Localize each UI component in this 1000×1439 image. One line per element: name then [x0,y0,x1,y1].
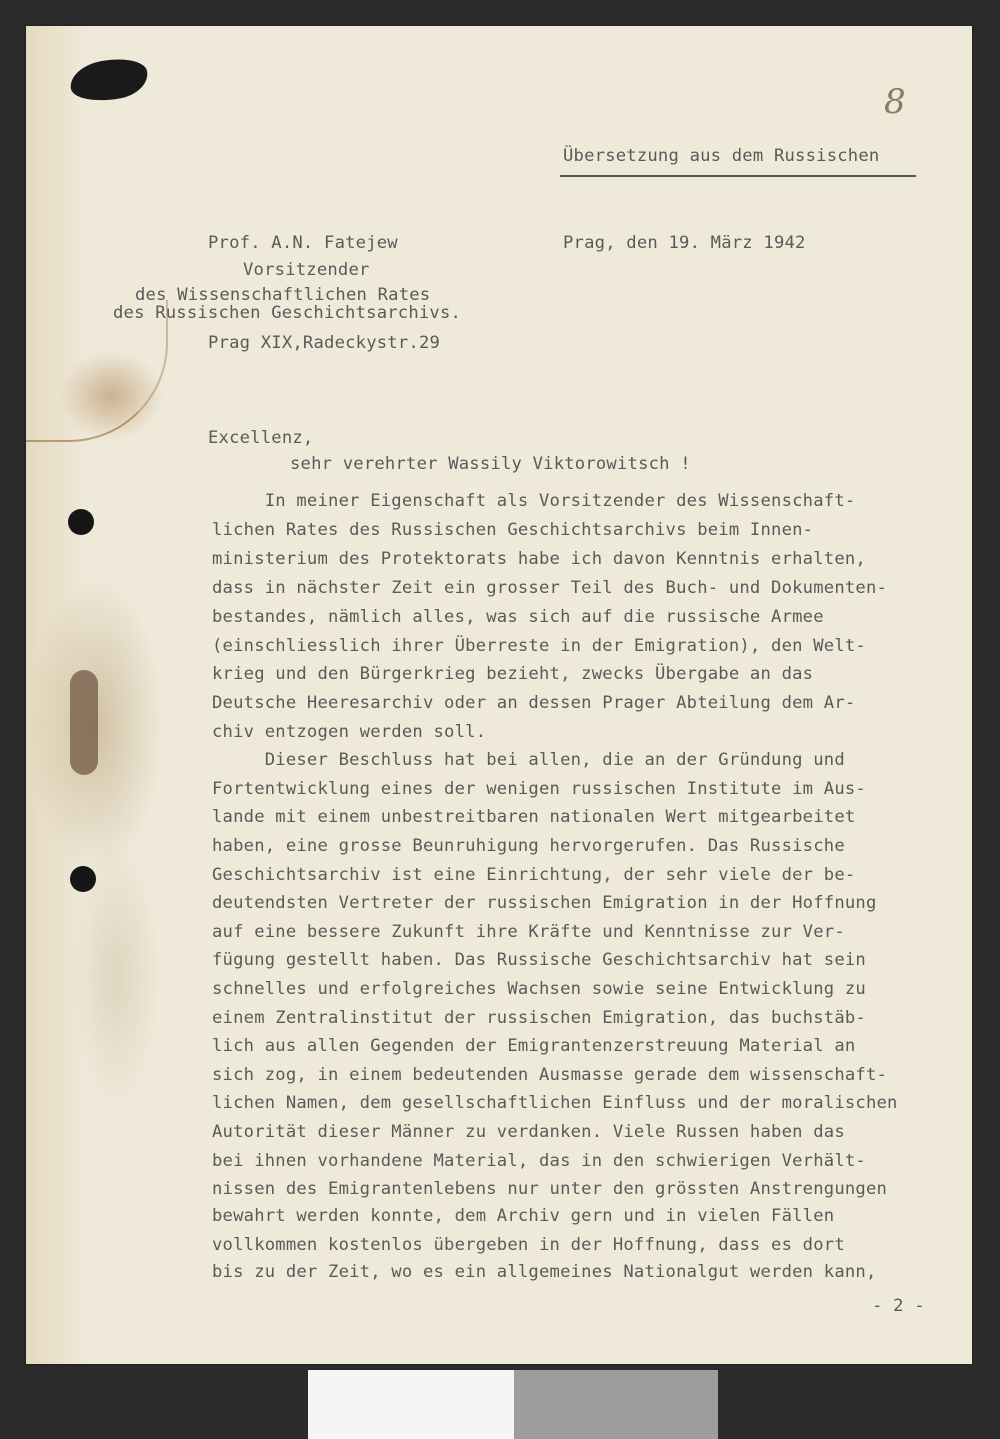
page-continuation-marker: - 2 - [872,1296,925,1316]
body-line: schnelles und erfolgreiches Wachsen sowie seine Entwicklung zu [212,979,866,999]
body-line: chiv entzogen werden soll. [212,722,487,742]
body-line: Autorität dieser Männer zu verdanken. Viele Russen haben das [212,1122,845,1142]
sender-name: Prof. A.N. Fatejew [208,233,398,253]
body-line: vollkommen kostenlos übergeben in der Hoffnung, dass es dort [212,1235,845,1255]
punch-hole-top [68,509,94,535]
dark-stain [70,670,98,775]
body-line: lichen Rates des Russischen Geschichtsarchivs beim Innen- [212,520,814,540]
body-line: Dieser Beschluss hat bei allen, die an der Gründung und [212,750,845,770]
calibration-gray-patch [514,1370,718,1439]
body-line: sich zog, in einem bedeutenden Ausmasse gerade dem wissenschaft- [212,1065,888,1085]
body-line: einem Zentralinstitut der russischen Emigration, das buchstäb- [212,1008,866,1028]
body-line: krieg und den Bürgerkrieg bezieht, zwecks Übergabe an das [212,664,814,684]
body-line: fügung gestellt haben. Das Russische Geschichtsarchiv hat sein [212,950,866,970]
punch-hole-bottom [70,866,96,892]
body-line: bei ihnen vorhandene Material, das in den schwierigen Verhält- [212,1151,866,1171]
sender-address: Prag XIX,Radeckystr.29 [208,333,441,353]
body-line: lichen Namen, dem gesellschaftlichen Einfluss und der moralischen [212,1093,898,1113]
handwritten-page-number: 8 [884,82,906,122]
body-line: bewahrt werden konnte, dem Archiv gern und in vielen Fällen [212,1206,835,1226]
body-line: ministerium des Protektorats habe ich davon Kenntnis erhalten, [212,549,866,569]
sender-title-2: des Wissenschaftlichen Rates [135,285,431,305]
body-line: In meiner Eigenschaft als Vorsitzender des Wissenschaft- [212,491,856,511]
body-line: bestandes, nämlich alles, was sich auf die russische Armee [212,607,824,627]
sender-title-1: Vorsitzender [243,260,370,280]
body-line: Fortentwicklung eines der wenigen russischen Institute im Aus- [212,779,866,799]
calibration-white-patch [308,1370,514,1439]
body-line: Geschichtsarchiv ist eine Einrichtung, der sehr viele der be- [212,865,856,885]
scan-calibration-strip [308,1370,718,1439]
heading-underline [560,175,916,177]
body-line: deutendsten Vertreter der russischen Emigration in der Hoffnung [212,893,877,913]
date-line: Prag, den 19. März 1942 [563,233,806,253]
body-line: Deutsche Heeresarchiv oder an dessen Prager Abteilung dem Ar- [212,693,856,713]
body-line: bis zu der Zeit, wo es ein allgemeines Nationalgut werden kann, [212,1262,877,1282]
translation-heading: Übersetzung aus dem Russischen [563,146,880,166]
salutation-line-2: sehr verehrter Wassily Viktorowitsch ! [290,454,691,474]
body-line: lich aus allen Gegenden der Emigrantenzerstreuung Material an [212,1036,856,1056]
body-line: dass in nächster Zeit ein grosser Teil des Buch- und Dokumenten- [212,578,888,598]
salutation-line-1: Excellenz, [208,428,314,448]
body-line: auf eine bessere Zukunft ihre Kräfte und Kenntnisse zur Ver- [212,922,845,942]
sender-title-3: des Russischen Geschichtsarchivs. [113,303,462,323]
body-line: nissen des Emigrantenlebens nur unter den grössten Anstrengungen [212,1179,888,1199]
body-line: lande mit einem unbestreitbaren nationalen Wert mitgearbeitet [212,807,856,827]
body-line: haben, eine grosse Beunruhigung hervorgerufen. Das Russische [212,836,845,856]
body-line: (einschliesslich ihrer Überreste in der Emigration), den Welt- [212,636,866,656]
